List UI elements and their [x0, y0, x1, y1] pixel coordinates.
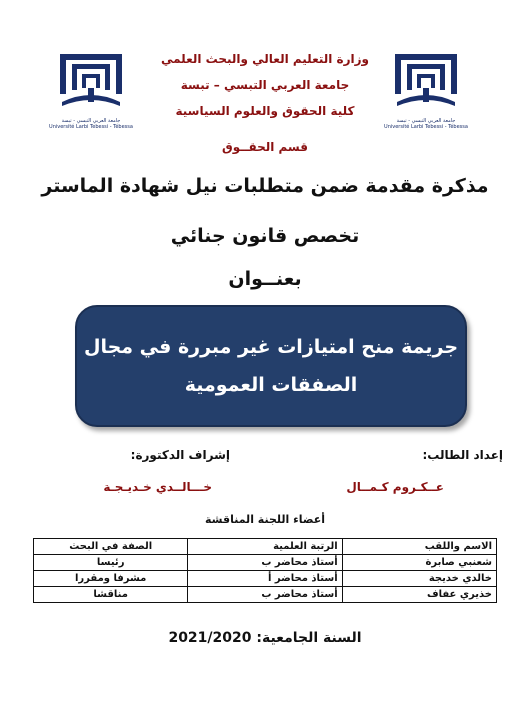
supervisor-name: خـــالــدي خـديـجـة [103, 480, 212, 494]
table-row [34, 555, 497, 571]
member-rank: أستاذ محاضر ب [188, 587, 342, 603]
academic-year [0, 630, 530, 646]
table-header-row [34, 539, 497, 555]
member-name: خذيري عفاف [342, 587, 496, 603]
header-rank: الرتبة العلمية [188, 539, 342, 555]
thesis-title-label: بعنــوان [228, 268, 302, 290]
logo-caption-fr: Université Larbi Tebessi - Tébessa [49, 124, 133, 130]
member-role: مناقشا [34, 587, 188, 603]
thesis-title-box [75, 305, 467, 427]
logo-caption-fr: Université Larbi Tebessi - Tébessa [384, 124, 468, 130]
faculty-name: كلية الحقوق والعلوم السياسية [175, 104, 355, 118]
university-name: جامعة العربي التبسي – تبسة [180, 78, 350, 92]
thesis-specialty: تخصص قانون جنائي [170, 225, 360, 247]
member-name: خالدي خديجة [342, 571, 496, 587]
member-role: رئيسا [34, 555, 188, 571]
supervisor-label: إشراف الدكتورة: [130, 448, 230, 462]
table-row [34, 571, 497, 587]
committee-title: أعضاء اللجنة المناقشة [205, 513, 325, 526]
logo-caption-ar: جامعة العربي التبسي - تبسة [396, 118, 456, 124]
member-role: مشرفا ومقررا [34, 571, 188, 587]
department-name: قسم الحقــوق [221, 140, 308, 154]
committee-table [33, 538, 497, 603]
header-role: الصفة في البحث [34, 539, 188, 555]
student-label: إعداد الطالب: [422, 448, 503, 462]
academic-year-label: السنة الجامعية: [256, 630, 362, 646]
ministry-name: وزارة التعليم العالي والبحث العلمي [160, 52, 370, 66]
header-name: الاسم واللقب [342, 539, 496, 555]
logo-caption-ar: جامعة العربي التبسي - تبسة [61, 118, 121, 124]
table-row [34, 587, 497, 603]
member-rank: أستاذ محاضر ب [188, 555, 342, 571]
student-name: عــكـروم كـمــال [346, 480, 444, 494]
member-name: شعنبي صابرة [342, 555, 496, 571]
member-rank: أستاذ محاضر أ [188, 571, 342, 587]
thesis-title-line2: الصفقات العمومية [184, 374, 358, 396]
thesis-title-line1: جريمة منح امتيازات غير مبررة في مجال [83, 336, 459, 358]
thesis-purpose: مذكرة مقدمة ضمن متطلبات نيل شهادة الماستر [41, 175, 489, 197]
academic-year-value: 2021/2020 [168, 630, 252, 646]
